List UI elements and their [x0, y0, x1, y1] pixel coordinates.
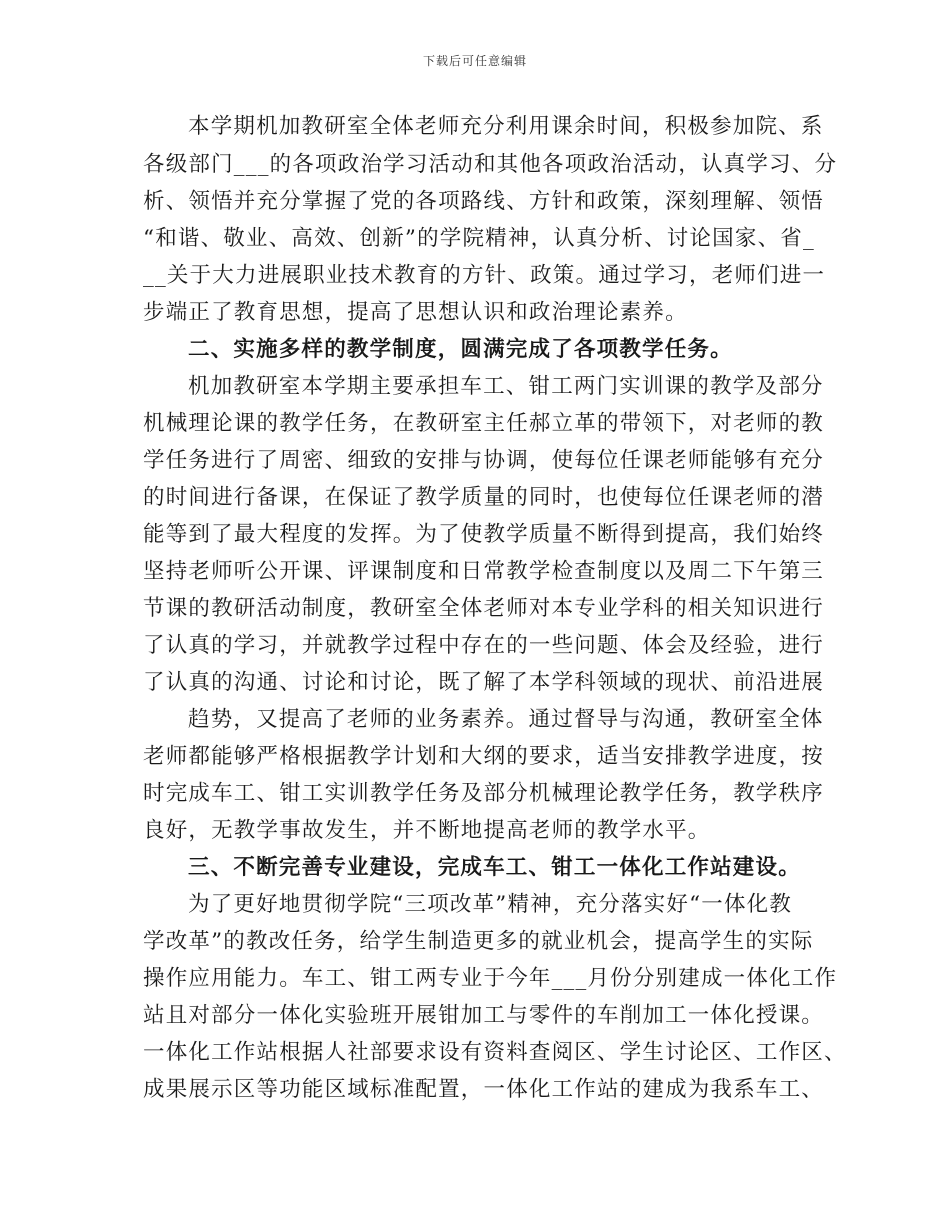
paragraph-line: 机加教研室本学期主要承担车工、钳工两门实训课的教学及部分: [188, 374, 824, 399]
paragraph-line: 能等到了最大程度的发挥。为了使教学质量不断得到提高，我们始终: [143, 522, 825, 547]
paragraph-line: 了认真的沟通、讨论和讨论，既了解了本学科领域的现状、前沿进展: [143, 670, 825, 695]
paragraph-line: 了认真的学习，并就教学过程中存在的一些问题、体会及经验，进行: [143, 633, 825, 658]
paragraph-line: 学任务进行了周密、细致的安排与协调，使每位任课老师能够有充分: [143, 448, 825, 473]
paragraph-line: 良好，无教学事故发生，并不断地提高老师的教学水平。: [143, 818, 711, 843]
paragraph-line: “和谐、敬业、高效、创新”的学院精神，认真分析、讨论国家、省_: [143, 226, 815, 251]
page-header: 下载后可任意编辑: [422, 54, 527, 68]
paragraph-line: __关于大力进展职业技术教育的方针、政策。通过学习，老师们进一: [143, 263, 826, 288]
paragraph-line: 各级部门___的各项政治学习活动和其他各项政治活动，认真学习、分: [143, 152, 838, 177]
paragraph-line: 一体化工作站根据人社部要求设有资料查阅区、学生讨论区、工作区、: [143, 1040, 847, 1065]
paragraph-line: 站且对部分一体化实验班开展钳加工与零件的车削加工一体化授课。: [143, 1003, 825, 1028]
paragraph-line: 析、领悟并充分掌握了党的各项路线、方针和政策，深刻理解、领悟: [143, 189, 825, 214]
paragraph-line: 为了更好地贯彻学院“三项改革”精神，充分落实好“一体化教: [188, 892, 793, 917]
paragraph-line: 成果展示区等功能区域标准配置，一体化工作站的建成为我系车工、: [143, 1077, 825, 1102]
paragraph-line: 步端正了教育思想，提高了思想认识和政治理论素养。: [143, 300, 688, 325]
paragraph-line: 的时间进行备课，在保证了教学质量的同时，也使每位任课老师的潜: [143, 485, 825, 510]
paragraph-line: 趋势，又提高了老师的业务素养。通过督导与沟通，教研室全体: [188, 707, 824, 732]
section-heading: 二、实施多样的教学制度，圆满完成了各项教学任务。: [188, 337, 733, 362]
section-heading: 三、不断完善专业建设，完成车工、钳工一体化工作站建设。: [188, 855, 801, 880]
paragraph-line: 机械理论课的教学任务，在教研室主任郝立革的带领下，对老师的教: [143, 411, 825, 436]
paragraph-line: 节课的教研活动制度，教研室全体老师对本专业学科的相关知识进行: [143, 596, 825, 621]
paragraph-line: 本学期机加教研室全体老师充分利用课余时间，积极参加院、系: [188, 114, 824, 139]
paragraph-line: 时完成车工、钳工实训教学任务及部分机械理论教学任务，教学秩序: [143, 781, 825, 806]
paragraph-line: 操作应用能力。车工、钳工两专业于今年___月份分别建成一体化工作: [143, 966, 838, 991]
paragraph-line: 老师都能够严格根据教学计划和大纲的要求，适当安排教学进度，按: [143, 744, 825, 769]
paragraph-line: 学改革”的教改任务，给学生制造更多的就业机会，提高学生的实际: [143, 929, 814, 954]
paragraph-line: 坚持老师听公开课、评课制度和日常教学检查制度以及周二下午第三: [143, 559, 825, 584]
